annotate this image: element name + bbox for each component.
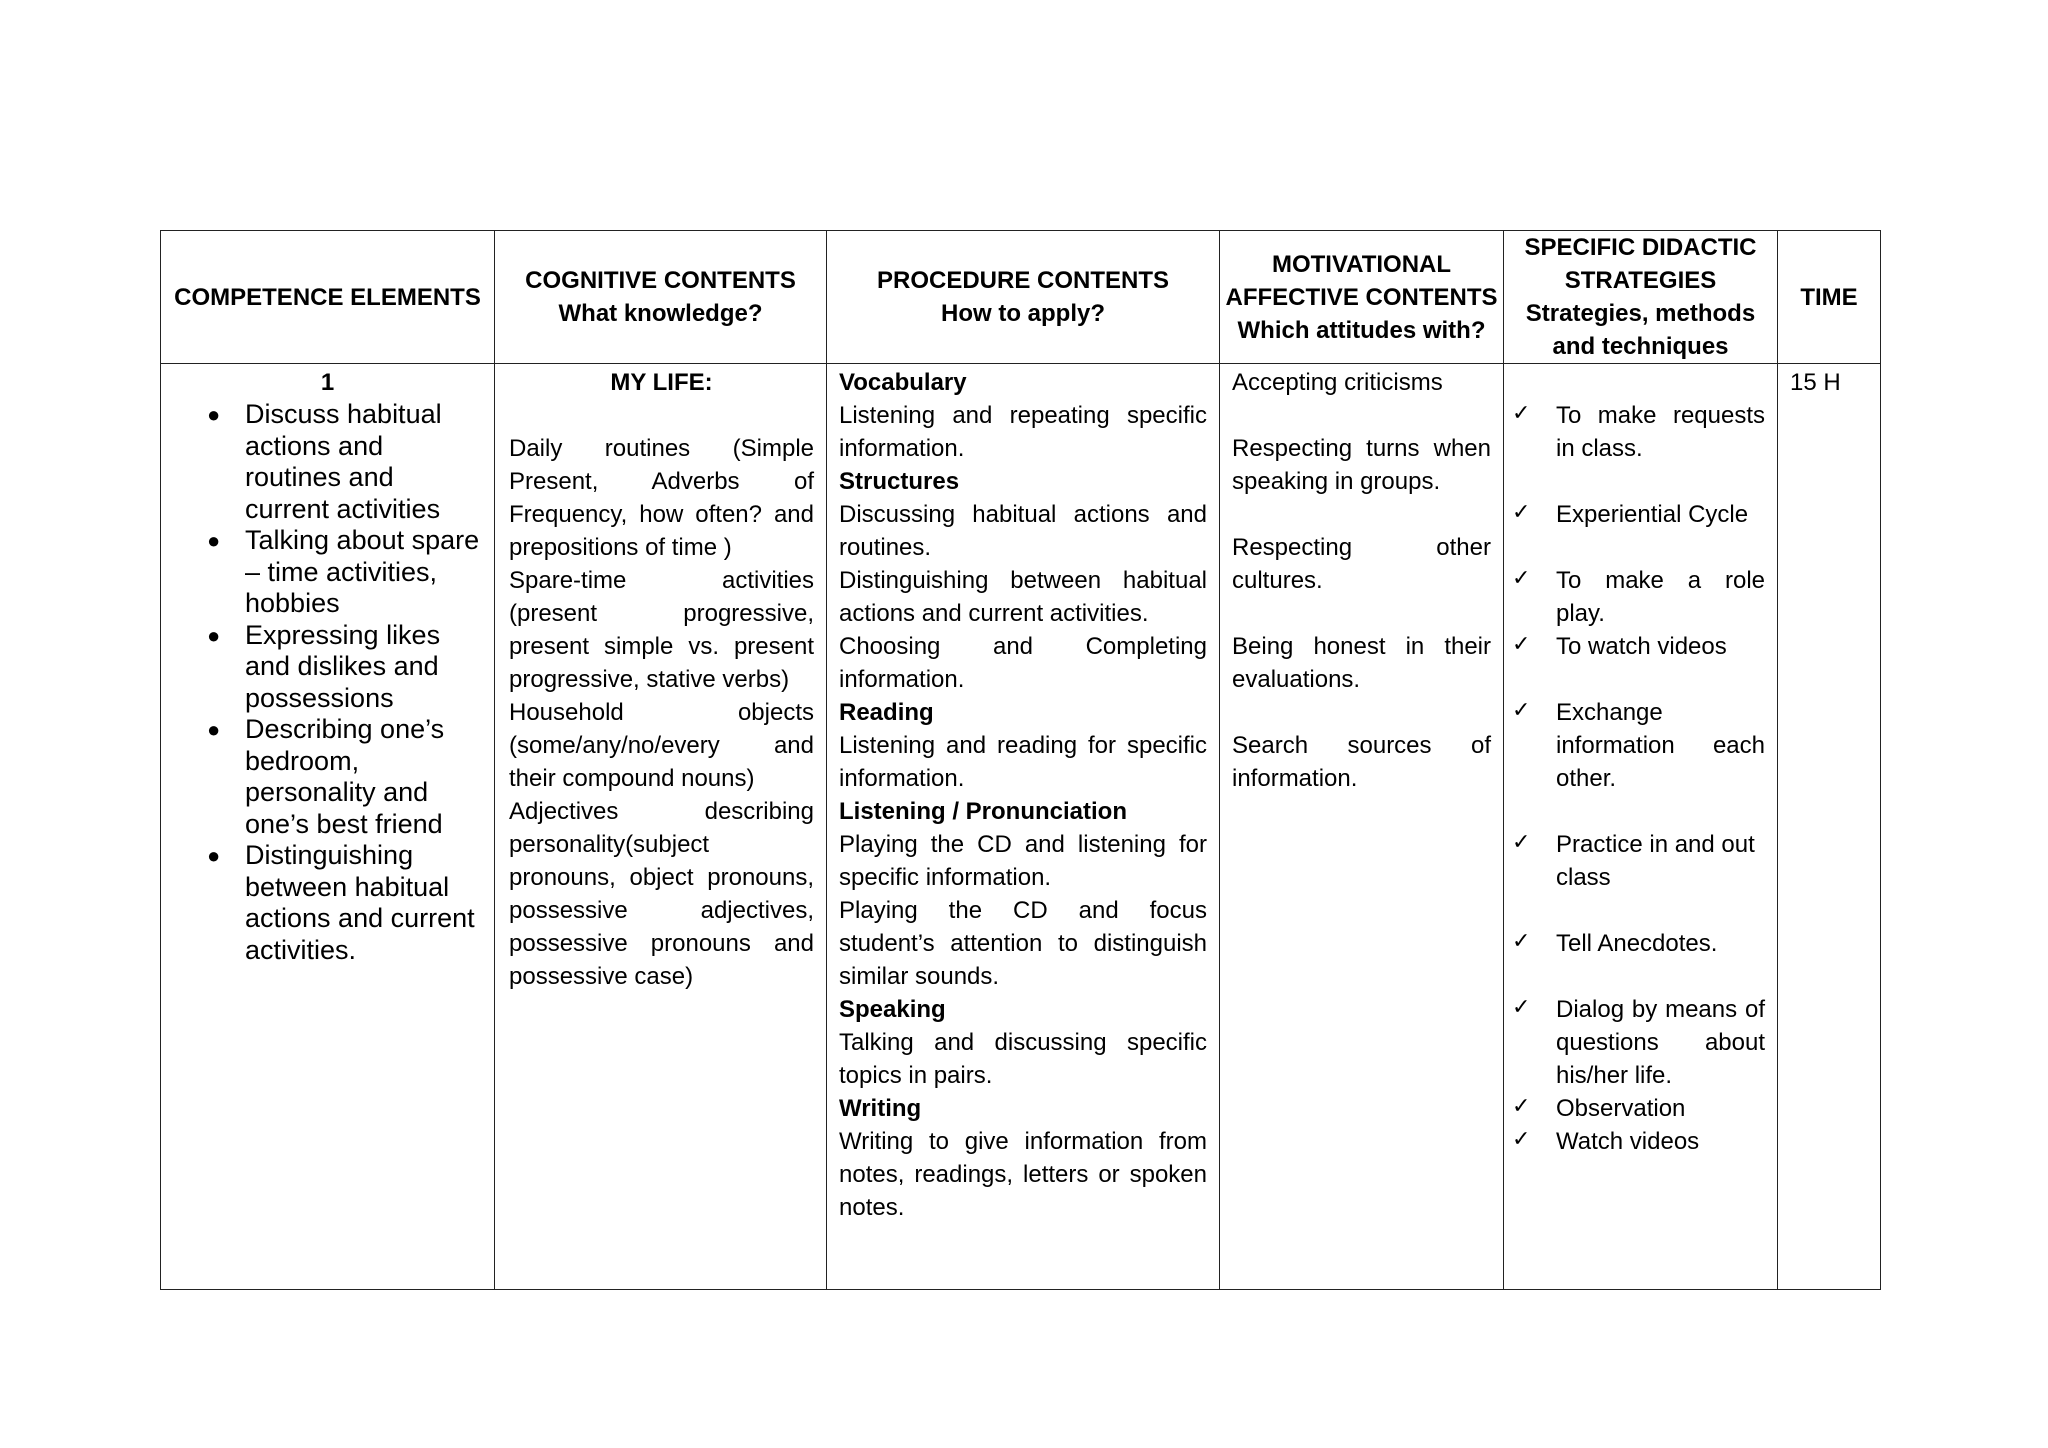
procedure-line: Playing the CD and focus student’s attention to distinguish similar sounds. bbox=[839, 897, 1207, 990]
bullet-dot-icon: ● bbox=[207, 717, 221, 742]
check-mark-icon: ✓ bbox=[1512, 631, 1531, 656]
procedure-heading-structures: Structures bbox=[839, 468, 960, 495]
procedure-heading-writing: Writing bbox=[839, 1095, 922, 1122]
list-item bbox=[1512, 927, 1765, 960]
list-item-text: Discuss habitual actions and routines and current activities bbox=[245, 399, 442, 524]
header-text: TIME bbox=[1800, 283, 1858, 311]
procedure-line: Writing to give information from notes, readings, letters or spoken notes. bbox=[839, 1128, 1207, 1221]
lesson-plan-table bbox=[160, 230, 1881, 1290]
motivational-item: Being honest in their evaluations. bbox=[1232, 633, 1491, 693]
strategy-text: To make a role play. bbox=[1556, 567, 1765, 627]
procedure-heading-speaking: Speaking bbox=[839, 996, 946, 1023]
time-cell bbox=[1778, 364, 1881, 1290]
list-item bbox=[207, 525, 480, 620]
header-text: MOTIVATIONAL bbox=[1271, 250, 1452, 278]
header-specific-didactic-strategies bbox=[1504, 231, 1778, 364]
list-item bbox=[1512, 1092, 1765, 1125]
bullet-dot-icon: ● bbox=[207, 843, 221, 868]
list-item-text: Distinguishing between habitual actions and current activities. bbox=[245, 840, 475, 965]
header-competence-elements bbox=[161, 231, 495, 364]
cognitive-paragraph: Daily routines (Simple Present, Adverbs of Frequency, how often? and prepositions of time ) bbox=[509, 435, 814, 561]
list-item bbox=[1512, 696, 1765, 795]
procedure-line: Choosing and Completing information. bbox=[839, 633, 1207, 693]
cognitive-title: MY LIFE: bbox=[610, 369, 713, 396]
header-text: and techniques bbox=[1552, 333, 1729, 360]
cognitive-paragraph: Spare-time activities (present progressive, present simple vs. present progressive, stative verbs) bbox=[509, 567, 814, 693]
motivational-item: Respecting other cultures. bbox=[1232, 534, 1491, 594]
procedure-heading-vocabulary: Vocabulary bbox=[839, 369, 967, 396]
motivational-item: Accepting criticisms bbox=[1232, 369, 1443, 396]
motivational-item: Search sources of information. bbox=[1232, 732, 1491, 792]
bullet-dot-icon: ● bbox=[207, 622, 221, 648]
motivational-cell bbox=[1220, 364, 1504, 1290]
procedure-heading-reading: Reading bbox=[839, 699, 934, 726]
list-item-text: Describing one’s bedroom, personality and one’s best friend bbox=[245, 714, 445, 839]
list-item bbox=[1512, 1125, 1765, 1158]
header-text: AFFECTIVE CONTENTS bbox=[1225, 283, 1498, 311]
procedure-line: Talking and discussing specific topics in pairs. bbox=[839, 1029, 1207, 1089]
list-item bbox=[1512, 564, 1765, 630]
list-item bbox=[207, 840, 480, 966]
header-text: Which attitudes with? bbox=[1237, 316, 1486, 344]
list-item bbox=[1512, 498, 1765, 531]
strategy-text: Practice in and out class bbox=[1556, 831, 1755, 891]
procedure-heading-listening: Listening / Pronunciation bbox=[839, 798, 1127, 825]
list-item bbox=[207, 619, 480, 715]
header-row bbox=[161, 231, 1881, 364]
strategy-text: Exchange information each other. bbox=[1556, 699, 1765, 792]
check-mark-icon: ✓ bbox=[1512, 1126, 1531, 1151]
header-time bbox=[1778, 231, 1881, 364]
check-mark-icon: ✓ bbox=[1512, 400, 1531, 425]
procedure-line: Listening and repeating specific information. bbox=[839, 402, 1207, 462]
bullet-dot-icon: ● bbox=[207, 402, 221, 427]
procedure-line: Listening and reading for specific information. bbox=[839, 732, 1207, 792]
strategy-text: Experiential Cycle bbox=[1556, 501, 1749, 528]
check-mark-icon: ✓ bbox=[1512, 697, 1531, 722]
competence-cell bbox=[161, 364, 495, 1290]
competence-list bbox=[201, 399, 480, 966]
strategy-text: Dialog by means of questions about his/her life. bbox=[1556, 996, 1765, 1089]
header-text: How to apply? bbox=[941, 300, 1105, 327]
check-mark-icon: ✓ bbox=[1512, 928, 1531, 953]
check-mark-icon: ✓ bbox=[1512, 1093, 1531, 1118]
header-text: Strategies, methods bbox=[1525, 300, 1756, 327]
strategy-text: Observation bbox=[1556, 1095, 1686, 1122]
time-value: 15 H bbox=[1790, 369, 1841, 396]
strategy-text: Watch videos bbox=[1556, 1128, 1700, 1155]
strategy-text: Tell Anecdotes. bbox=[1556, 930, 1718, 957]
cognitive-cell bbox=[495, 364, 827, 1290]
procedure-line: Distinguishing between habitual actions and current activities. bbox=[839, 567, 1207, 627]
motivational-item: Respecting turns when speaking in groups. bbox=[1232, 435, 1491, 495]
header-motivational-contents bbox=[1220, 231, 1504, 364]
procedure-line: Discussing habitual actions and routines. bbox=[839, 501, 1207, 561]
content-row bbox=[161, 364, 1881, 1290]
document-page bbox=[160, 230, 1880, 1290]
procedure-cell bbox=[827, 364, 1220, 1290]
header-text: PROCEDURE CONTENTS bbox=[876, 267, 1170, 294]
strategy-text: To make requests in class. bbox=[1556, 402, 1765, 462]
competence-number: 1 bbox=[320, 369, 335, 396]
header-text: COMPETENCE ELEMENTS bbox=[174, 283, 481, 311]
header-text: COGNITIVE CONTENTS bbox=[525, 267, 796, 294]
list-item bbox=[1512, 993, 1765, 1092]
list-item bbox=[1512, 399, 1765, 465]
list-item-text: Expressing likes and dislikes and possessions bbox=[245, 619, 441, 713]
list-item bbox=[207, 399, 480, 525]
check-mark-icon: ✓ bbox=[1512, 994, 1531, 1019]
header-cognitive-contents bbox=[495, 231, 827, 364]
strategy-text: To watch videos bbox=[1556, 633, 1727, 660]
cognitive-paragraph: Adjectives describing personality(subject pronouns, object pronouns, possessive adjectives, possessive pronouns and possessive case) bbox=[509, 798, 814, 990]
header-text: STRATEGIES bbox=[1564, 267, 1717, 294]
header-text: SPECIFIC DIDACTIC bbox=[1524, 234, 1757, 261]
list-item bbox=[1512, 630, 1765, 663]
cognitive-paragraph: Household objects (some/any/no/every and their compound nouns) bbox=[509, 699, 814, 792]
bullet-dot-icon: ● bbox=[207, 528, 221, 553]
check-mark-icon: ✓ bbox=[1512, 565, 1531, 590]
header-text: What knowledge? bbox=[558, 300, 763, 327]
check-mark-icon: ✓ bbox=[1512, 499, 1531, 524]
list-item bbox=[1512, 828, 1765, 894]
list-item bbox=[207, 714, 480, 840]
check-mark-icon: ✓ bbox=[1512, 829, 1531, 854]
procedure-line: Playing the CD and listening for specific information. bbox=[839, 831, 1207, 891]
strategies-cell bbox=[1504, 364, 1778, 1290]
list-item-text: Talking about spare – time activities, hobbies bbox=[245, 525, 480, 618]
header-procedure-contents bbox=[827, 231, 1220, 364]
